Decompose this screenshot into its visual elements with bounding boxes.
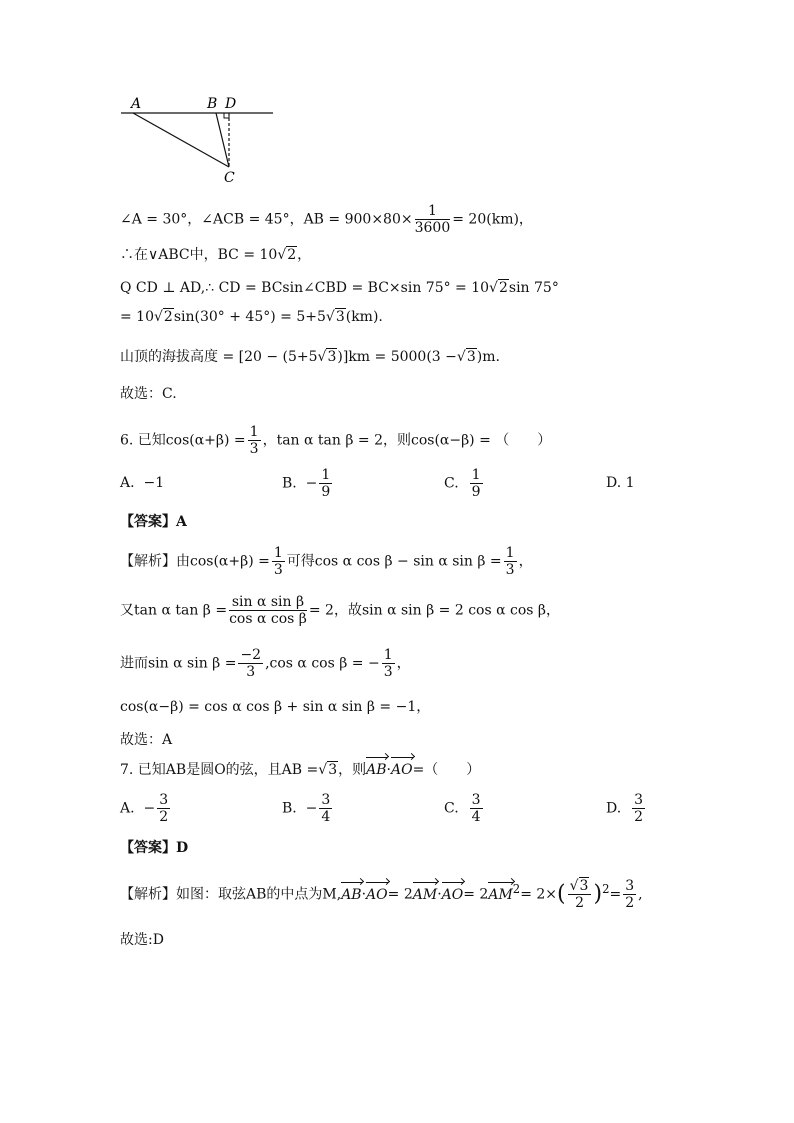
q6-explain-1: [120, 545, 533, 578]
num: 3: [159, 792, 169, 808]
text: ∴在∨ABC中，BC = 10: [120, 247, 278, 263]
sol5-line3: Q CD ⊥ AD,∴ CD = BCsin∠CBD = BC×sin 75° = 10√2sin 75°: [120, 280, 559, 296]
fraction: [632, 792, 645, 825]
den: 2: [634, 809, 644, 825]
num: 1: [471, 467, 481, 483]
q6-explain-2: [120, 594, 560, 627]
sign: −: [305, 800, 318, 817]
line-ac: [133, 113, 229, 167]
radicand: 2: [287, 247, 297, 263]
dot: ·: [437, 886, 442, 903]
label: D.: [606, 800, 622, 817]
fraction: [382, 647, 395, 680]
text: ，: [297, 247, 312, 263]
dot: ·: [386, 762, 391, 778]
q7-option-a: [120, 792, 172, 825]
num: 1: [383, 647, 393, 663]
sol5-line2: ∴在∨ABC中，BC = 10√2，: [120, 247, 312, 263]
text: = 20(km)，: [452, 211, 533, 228]
text: sin(30° + 45°) = 5+5: [173, 309, 326, 325]
text: 【解析】由cos(α+β) =: [120, 553, 270, 570]
q6-option-c: [444, 467, 485, 500]
sol5-line5: 山顶的海拔高度 = [20 − (5+5√3)]km = 5000(3 −√3)m.: [120, 349, 500, 365]
label: D.: [606, 475, 622, 491]
fraction: [470, 792, 483, 825]
text: ，则: [338, 762, 367, 778]
text: ，: [396, 655, 411, 672]
sol5-line1: [120, 203, 533, 236]
radicand: 3: [327, 349, 337, 365]
text: )m.: [476, 349, 500, 365]
value: 1: [625, 475, 635, 491]
den: cos α cos β: [229, 611, 307, 627]
fraction: [238, 647, 263, 680]
paren: ): [593, 881, 603, 907]
q6-explain-4: cos(α−β) = cos α cos β + sin α sin β = −1，: [120, 699, 431, 715]
label: A.: [120, 800, 135, 817]
vector-ab: AB: [341, 886, 362, 903]
radicand: 2: [163, 309, 173, 325]
q7-explain-1: [120, 878, 643, 911]
den: 4: [471, 809, 481, 825]
vector-ao: AO: [390, 762, 413, 778]
num: 1: [415, 203, 451, 220]
den: 3: [505, 562, 515, 578]
q6-option-b: [282, 467, 334, 500]
sign: −: [143, 800, 156, 817]
line-bc: [216, 113, 229, 167]
text: ,cos α cos β = −: [265, 655, 380, 672]
q6-option-d: [606, 475, 635, 491]
radicand: 3: [328, 762, 338, 778]
radicand: 2: [498, 280, 508, 296]
text: 山顶的海拔高度 = [20 − (5+5: [120, 349, 318, 365]
text: = 2: [463, 886, 489, 903]
num: 1: [273, 545, 283, 561]
fraction: [470, 467, 483, 500]
den: 3: [383, 664, 393, 680]
text: ∠A = 30°，∠ACB = 45°，AB = 900×80×: [120, 211, 413, 228]
fraction: [248, 424, 261, 457]
right-angle-mark: [224, 113, 229, 118]
paren: (: [557, 881, 566, 907]
den: 3: [246, 664, 256, 680]
den: 3: [249, 441, 259, 457]
text: )]km = 5000(3 −: [337, 349, 457, 365]
label: B.: [282, 800, 297, 817]
text: 6. 已知cos(α+β) =: [120, 432, 246, 449]
q6-option-a: [120, 475, 164, 491]
vector-am: AM: [412, 886, 438, 903]
label-b: B: [207, 96, 218, 112]
den: 4: [321, 809, 331, 825]
fraction: [229, 594, 307, 627]
q7-option-b: [282, 792, 334, 825]
text: ，: [518, 553, 533, 570]
text: ,: [638, 886, 643, 903]
den: 3: [273, 562, 283, 578]
sol5-line6: 故选：C.: [120, 386, 177, 402]
vector-am: AM: [488, 886, 513, 903]
q6-explain-3: [120, 647, 411, 680]
text: (km).: [345, 309, 383, 325]
den: 9: [321, 484, 331, 500]
label-d: D: [225, 96, 237, 112]
fraction: [415, 203, 451, 236]
sol5-line4: = 10√2sin(30° + 45°) = 5+5√3(km).: [120, 309, 383, 325]
num: 1: [505, 545, 515, 561]
radicand: 3: [579, 878, 589, 894]
text: =: [609, 886, 622, 903]
radicand: 3: [466, 349, 476, 365]
num: √3: [568, 878, 592, 895]
text: 7. 已知AB是圆O的弦，且AB =: [120, 762, 319, 778]
text: = 2: [387, 886, 413, 903]
fraction: [272, 545, 285, 578]
text: 【解析】如图：取弦AB的中点为M,: [120, 886, 342, 903]
fraction: [157, 792, 170, 825]
num: 3: [471, 792, 481, 808]
vector-ao: AO: [366, 886, 388, 903]
text: sin 75°: [508, 280, 559, 296]
label: C.: [444, 800, 459, 817]
text: = 2，故sin α sin β = 2 cos α cos β，: [308, 602, 561, 619]
q7-stem: 7. 已知AB是圆O的弦，且AB =√3，则AB·AO=（ ）: [120, 762, 481, 778]
text: 又tan α tan β =: [120, 602, 228, 619]
text: = 10: [120, 309, 154, 325]
fraction: [319, 467, 332, 500]
text: 进而sin α sin β =: [120, 655, 237, 672]
exponent: 2: [512, 881, 521, 896]
num: sin α sin β: [229, 594, 307, 611]
fraction: [504, 545, 517, 578]
den: 2: [625, 895, 635, 911]
num: 1: [249, 424, 259, 440]
vector-ab: AB: [366, 762, 387, 778]
text: Q CD ⊥ AD,∴ CD = BCsin∠CBD = BC×sin 75° = 10: [120, 280, 490, 296]
label-c: C: [224, 170, 235, 186]
text: = 2×: [520, 886, 558, 903]
label: B.: [282, 475, 297, 492]
dot: ·: [361, 886, 367, 903]
num: 3: [634, 792, 644, 808]
num: 3: [625, 878, 635, 894]
q6-stem: [120, 424, 551, 457]
den: 3600: [414, 220, 451, 236]
vector-ao: AO: [441, 886, 464, 903]
den: 2: [159, 809, 169, 825]
fraction: [568, 878, 592, 911]
q6-answer: 【答案】A: [120, 514, 187, 530]
q7-answer: 【答案】D: [120, 840, 189, 856]
text: =（ ）: [412, 762, 481, 778]
label: C.: [444, 475, 459, 492]
radicand: 3: [335, 309, 345, 325]
q7-option-d: [606, 792, 647, 825]
q7-explain-final: 故选:D: [120, 932, 164, 948]
label-a: A: [131, 96, 142, 112]
num: 3: [321, 792, 331, 808]
triangle-figure: [0, 0, 794, 200]
num: 1: [321, 467, 331, 483]
value: −1: [143, 475, 165, 491]
text: ，tan α tan β = 2，则cos(α−β) = （ ）: [262, 432, 552, 449]
num: −2: [240, 647, 262, 663]
den: 2: [575, 895, 584, 911]
label: A.: [120, 475, 135, 491]
sign: −: [305, 475, 318, 492]
exponent: 2: [602, 881, 610, 896]
q7-option-c: [444, 792, 485, 825]
q6-explain-5: 故选：A: [120, 732, 173, 748]
text: 可得cos α cos β − sin α sin β =: [286, 553, 502, 570]
fraction: [319, 792, 332, 825]
den: 9: [471, 484, 481, 500]
fraction: [623, 878, 636, 911]
